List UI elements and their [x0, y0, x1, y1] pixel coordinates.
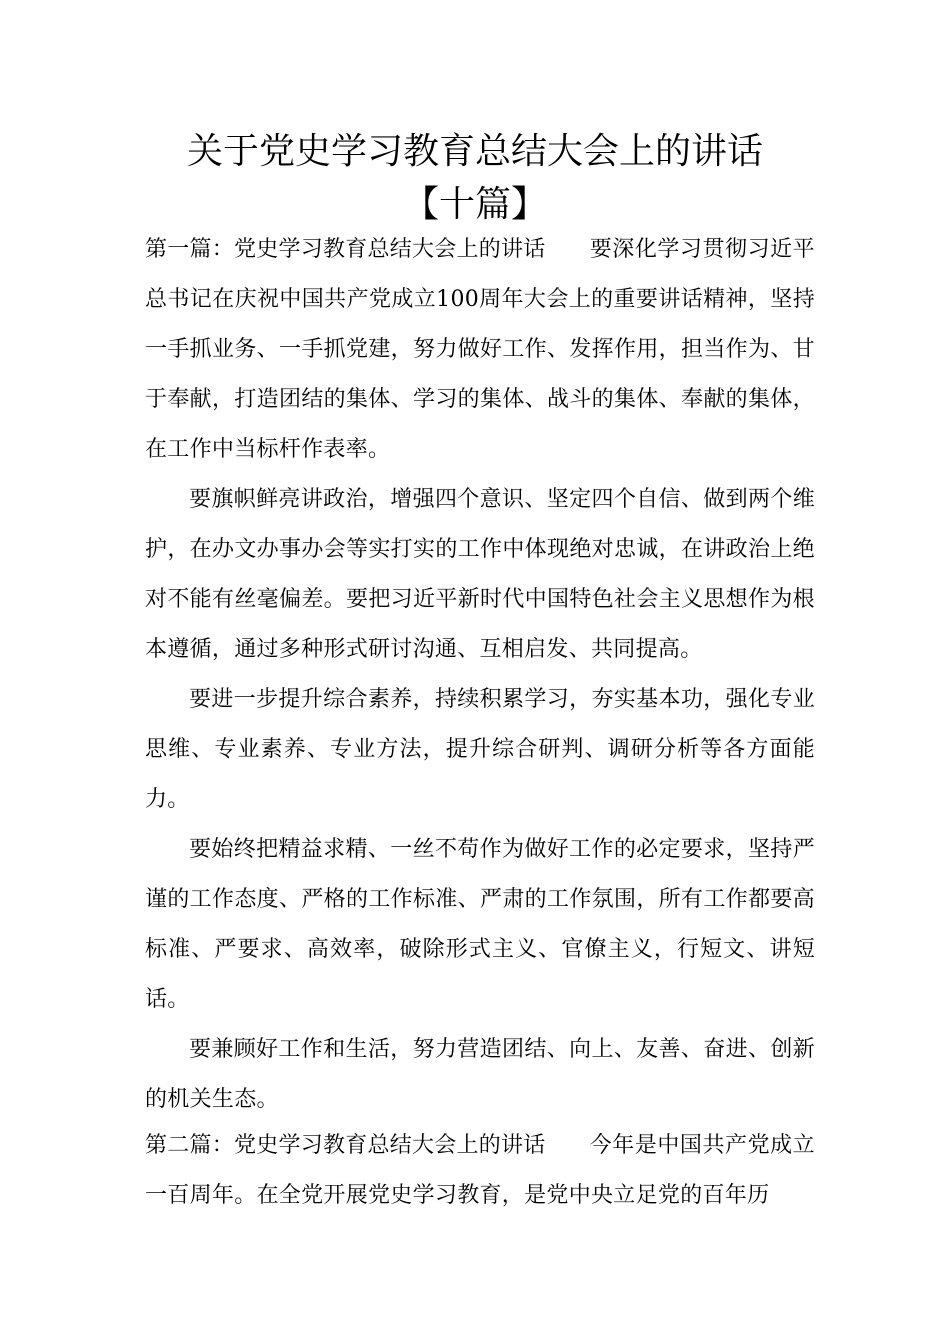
body-paragraph: 要始终把精益求精、一丝不苟作为做好工作的必定要求，坚持严谨的工作态度、严格的工作标准、严肃的工作氛围，所有工作都要高标准、严要求、高效率，破除形式主义、官僚主义，行短文、讲短话。	[145, 837, 815, 1012]
body-paragraph: 要兼顾好工作和生活，努力营造团结、向上、友善、奋进、创新的机关生态。	[145, 1037, 815, 1112]
document-title: 关于党史学习教育总结大会上的讲话	[186, 131, 763, 172]
section-2-lead-text: 今年是中国共产党成立一百周年。在全党开展党史学习教育，是党中央立足党的百年历	[145, 1133, 815, 1208]
section-2-heading: 第二篇：党史学习教育总结大会上的讲话	[145, 1133, 546, 1158]
section-1-heading: 第一篇：党史学习教育总结大会上的讲话	[145, 237, 546, 262]
body-paragraph: 要旗帜鲜亮讲政治，增强四个意识、坚定四个自信、做到两个维护，在办文办事办会等实打实的工作中体现绝对忠诚，在讲政治上绝对不能有丝毫偏差。要把习近平新时代中国特色社会主义思想作为根本遵循，通过多种形式研讨沟通、互相启发、共同提高。	[145, 487, 815, 662]
section-2-paragraph	[145, 1121, 815, 1221]
section-1-lead-text: 要深化学习贯彻习近平总书记在庆祝中国共产党成立100周年大会上的重要讲话精神，坚持一手抓业务、一手抓党建，努力做好工作、发挥作用，担当作为、甘于奉献，打造团结的集体、学习的集体、战斗的集体、奉献的集体，在工作中当标杆作表率。	[145, 237, 815, 462]
section-1-paragraph	[145, 225, 815, 475]
document-title-subtitle: 【十篇】	[402, 184, 547, 225]
body-paragraph: 要进一步提升综合素养，持续积累学习，夯实基本功，强化专业思维、专业素养、专业方法，提升综合研判、调研分析等各方面能力。	[145, 687, 815, 812]
